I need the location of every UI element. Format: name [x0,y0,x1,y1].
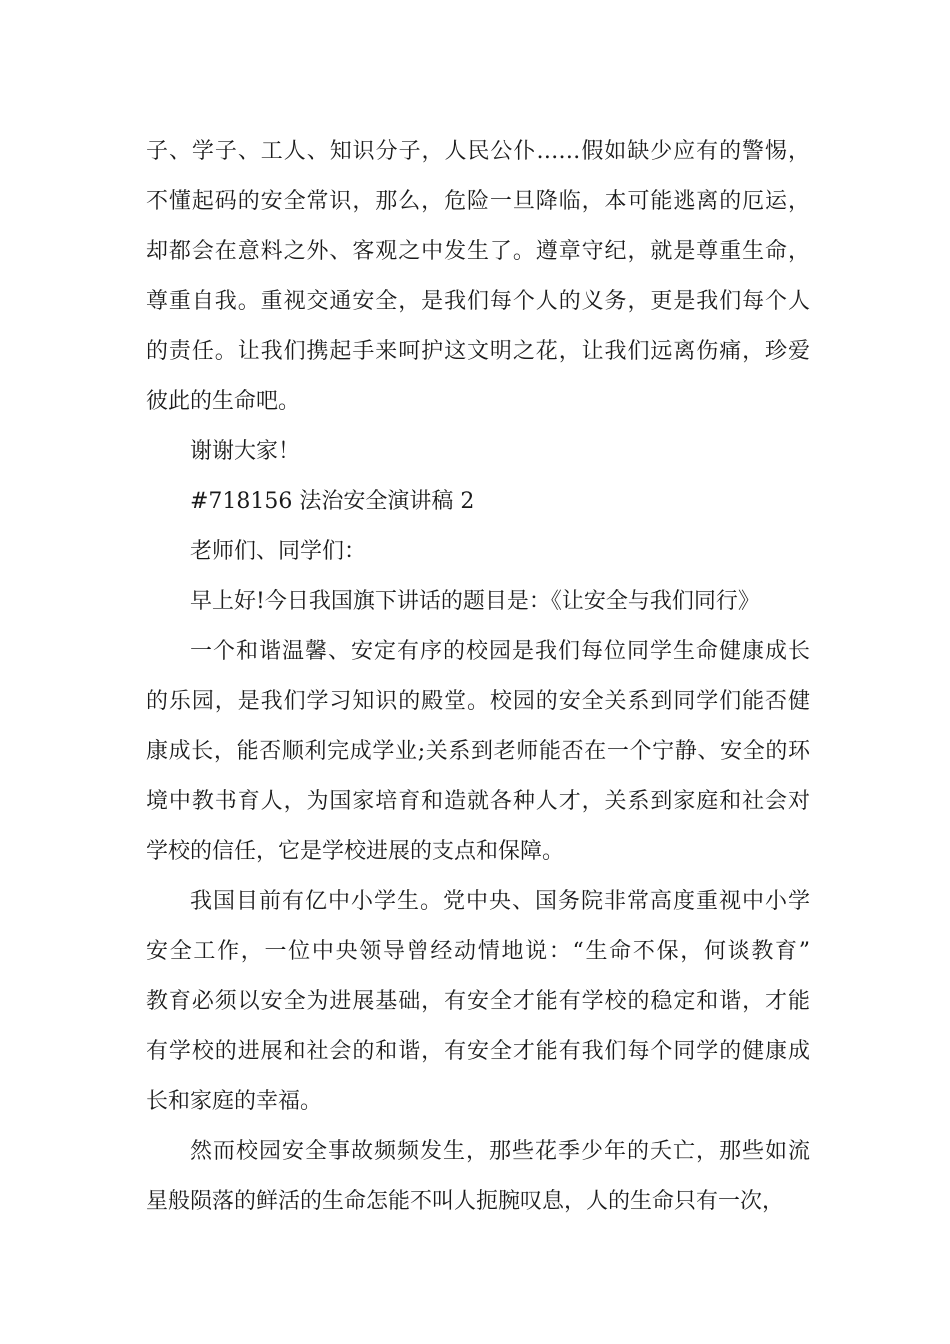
text-line: 教育必须以安全为进展基础，有安全才能有学校的稳定和谐，才能 [146,989,810,1014]
text-line: 安全工作，一位中央领导曾经动情地说：“生命不保，何谈教育” [146,939,810,964]
paragraph [146,127,810,427]
text-line: 一个和谐温馨、安定有序的校园是我们每位同学生命健康成长 [190,639,810,664]
paragraph [146,527,810,577]
paragraph [146,877,810,1127]
text-line: 却都会在意料之外、客观之中发生了。遵章守纪，就是尊重生命， [146,239,810,264]
text-line: 境中教书育人，为国家培育和造就各种人才，关系到家庭和社会对 [146,789,810,814]
paragraph [146,1127,810,1227]
text-line: 长和家庭的幸福。 [146,1089,323,1114]
text-line: 老师们、同学们： [190,539,367,564]
text-line: 的乐园，是我们学习知识的殿堂。校园的安全关系到同学们能否健 [146,689,810,714]
text-line: 学校的信任，它是学校进展的支点和保障。 [146,839,565,864]
paragraph [146,577,810,627]
document-body [146,127,810,1227]
paragraph [146,627,810,877]
text-line: 然而校园安全事故频频发生，那些花季少年的夭亡，那些如流 [190,1139,810,1164]
text-line: 星般陨落的鲜活的生命怎能不叫人扼腕叹息，人的生命只有一次， [146,1189,785,1214]
text-line: 不懂起码的安全常识，那么，危险一旦降临，本可能逃离的厄运， [146,189,810,214]
paragraph [146,477,810,527]
text-line: 谢谢大家！ [190,439,301,464]
text-line: 早上好!今日我国旗下讲话的题目是：《让安全与我们同行》 [190,589,760,614]
text-line: 的责任。让我们携起手来呵护这文明之花，让我们远离伤痛，珍爱 [146,339,810,364]
text-line: 有学校的进展和社会的和谐，有安全才能有我们每个同学的健康成 [146,1039,810,1064]
text-line: 我国目前有亿中小学生。党中央、国务院非常高度重视中小学 [190,889,810,914]
text-line: 尊重自我。重视交通安全，是我们每个人的义务，更是我们每个人 [146,289,810,314]
text-line: 彼此的生命吧。 [146,389,301,414]
text-line: #718156 法治安全演讲稿 2 [190,489,475,514]
text-line: 子、学子、工人、知识分子，人民公仆……假如缺少应有的警惕， [146,139,810,164]
text-line: 康成长，能否顺利完成学业;关系到老师能否在一个宁静、安全的环 [146,739,810,764]
paragraph [146,427,810,477]
